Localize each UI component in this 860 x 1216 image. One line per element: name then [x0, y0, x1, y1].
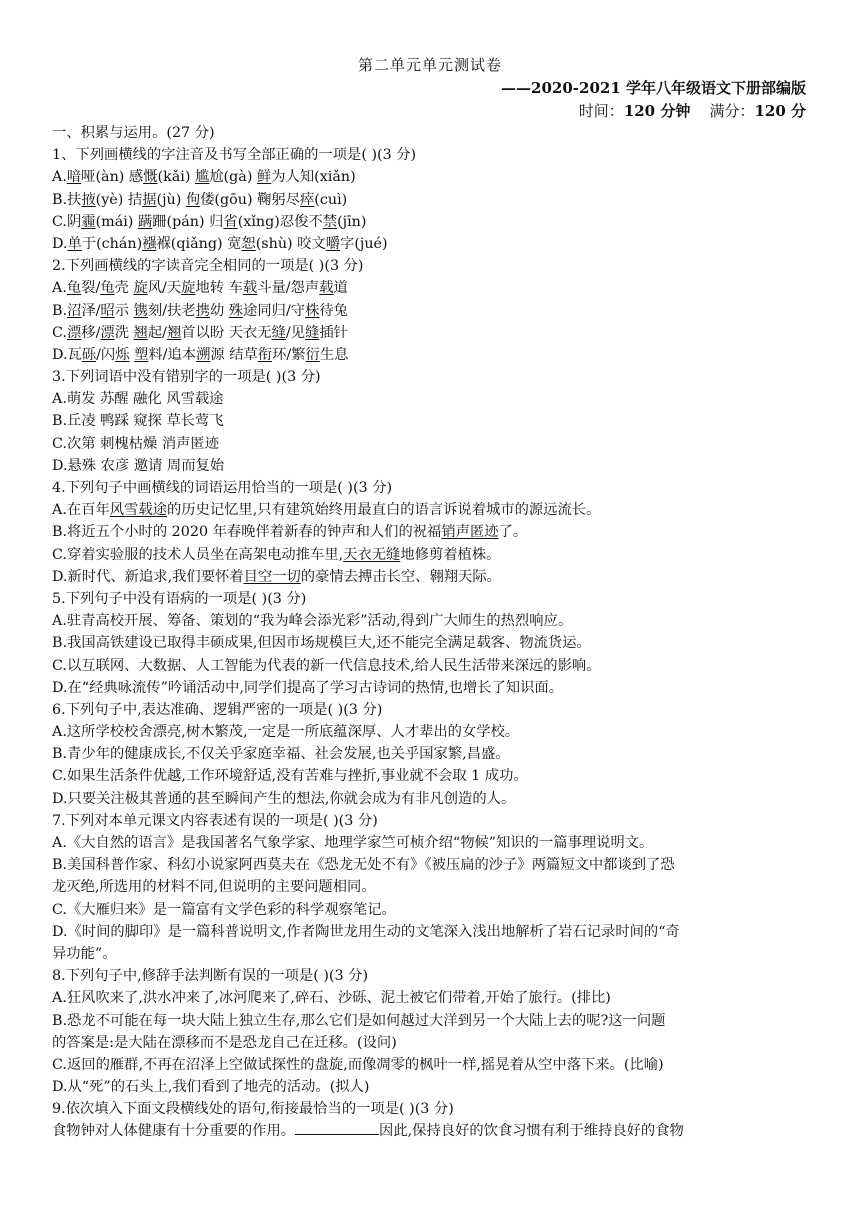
text-segment: 6.下列句子中,表达准确、逻辑严密的一项是( )(3 分) [52, 701, 383, 718]
text-segment: (jīn) [337, 213, 367, 230]
text-segment: B.扶 [52, 191, 82, 208]
text-segment: A.《大自然的语言》是我国著名气象学家、地理学家竺可桢介绍“物候”知识的一篇事理说明文。 [52, 835, 654, 851]
text-segment: 一、积累与运用。(27 分) [52, 125, 215, 141]
text-segment: 斗量/怨声 [257, 280, 320, 297]
text-segment: 因此,保持良好的饮食习惯有利于维持良好的食物 [379, 1123, 684, 1140]
underlined-text: 佝 [185, 191, 201, 208]
text-line [52, 477, 812, 499]
text-segment: D.悬殊 农彦 邀请 周而复始 [52, 457, 225, 474]
text-line [52, 499, 812, 521]
underlined-text: 襁 [142, 235, 157, 252]
text-segment: (xǐng)忍俊不 [237, 213, 323, 230]
text-line [52, 677, 812, 699]
text-line [52, 211, 812, 233]
score-value: 120 分 [754, 102, 806, 120]
text-segment: 环/繁 [272, 346, 306, 363]
text-segment: 7.下列对本单元课文内容表述有误的一项是( )(3 分) [52, 812, 378, 829]
time-score-info [579, 100, 806, 121]
text-segment: /闪 [96, 346, 116, 363]
text-line [52, 144, 812, 166]
text-line [52, 588, 812, 610]
text-segment: 幼 [209, 302, 229, 319]
text-segment: 3.下列词语中没有错别字的一项是( )(3 分) [52, 369, 321, 386]
text-segment: D.在“经典咏流传”吟诵活动中,同学们提高了学习古诗词的热情,也增长了知识面。 [52, 679, 563, 696]
text-segment: 2.下列画横线的字读音完全相同的一项是( )(3 分) [52, 258, 364, 275]
text-segment: 泽/ [81, 302, 101, 319]
text-segment: 源 结草 [210, 346, 258, 363]
text-segment: 褓(qiǎng) 宽 [156, 235, 242, 252]
text-segment: D.从“死”的石头上,我们看到了地壳的活动。(拟人) [52, 1079, 370, 1096]
text-line [52, 899, 812, 921]
text-line [52, 1010, 812, 1032]
text-line [52, 788, 812, 810]
underlined-text: 砾 [81, 346, 97, 363]
text-segment: C.《大雁归来》是一篇富有文学色彩的科学观察笔记。 [52, 901, 396, 918]
underlined-text: 目空一切 [243, 568, 301, 585]
text-segment: 尬(gà) [209, 169, 257, 186]
underlined-text: 龟 [100, 280, 115, 297]
text-segment: A.萌发 苏醒 融化 风雪载途 [52, 391, 224, 408]
text-segment: 为人知(xiǎn) [271, 169, 356, 186]
text-segment: A.这所学校校舍漂亮,树木繁茂,一定是一所底蕴深厚、人才辈出的女学校。 [52, 724, 520, 741]
text-line [52, 987, 812, 1009]
text-segment: B.美国科普作家、科幻小说家阿西莫夫在《恐龙无处不有》《被压扁的沙子》两篇短文中都谈到了恐 [52, 857, 675, 874]
underlined-text: 嚼 [325, 235, 341, 252]
underlined-text: 旋 [181, 280, 196, 297]
text-segment: A.狂风吹来了,洪水冲来了,冰河爬来了,碎石、沙砾、泥土被它们带着,开始了旅行。(排比) [52, 990, 611, 1007]
text-segment: B.将近五个小时的 2020 年春晚伴着新春的钟声和人们的祝福 [52, 524, 442, 541]
text-segment: 料/追本 [148, 346, 197, 363]
underlined-text: 尴 [194, 169, 210, 186]
text-segment: 生息 [319, 346, 349, 363]
text-line [52, 1054, 812, 1076]
text-line [52, 410, 812, 432]
text-segment: (jù) [156, 191, 186, 208]
text-segment: 风/天 [147, 280, 182, 297]
underlined-text: 载 [319, 280, 334, 297]
text-segment: 1、下列画横线的字注音及书写全部正确的一项是( )(3 分) [52, 147, 417, 164]
text-line [52, 166, 812, 188]
text-segment: D.《时间的脚印》是一篇科普说明文,作者陶世龙用生动的文笔深入浅出地解析了岩石记录时间的“奇 [52, 923, 680, 940]
underlined-text: 携 [195, 302, 210, 319]
text-line [52, 544, 812, 566]
text-line [52, 854, 812, 876]
text-line [52, 189, 812, 211]
text-segment: 插针 [319, 324, 348, 341]
text-line [52, 699, 812, 721]
text-segment: (kǎi) [157, 169, 195, 186]
text-segment: 4.下列句子中画横线的词语运用恰当的一项是( )(3 分) [52, 480, 393, 496]
text-segment: 首以盼 天衣无 [181, 324, 272, 341]
text-line [52, 277, 812, 299]
text-segment: C.阴 [52, 213, 82, 230]
text-line [52, 876, 812, 898]
text-segment: 的豪情去搏击长空、翱翔天际。 [300, 568, 501, 585]
underlined-text: 衍 [305, 346, 320, 363]
text-segment: B. [52, 302, 68, 319]
underlined-text: 衔 [257, 346, 273, 363]
text-segment: B.我国高铁建设已取得丰硕成果,但因市场规模巨大,还不能完全满足载客、物流货运。 [52, 635, 591, 652]
text-segment: 待兔 [319, 302, 348, 319]
underlined-text: 掖 [81, 191, 96, 208]
text-line [52, 344, 812, 366]
underlined-text: 缝 [271, 324, 286, 341]
underlined-text: 镌 [133, 302, 148, 319]
underlined-text: 销声匿迹 [441, 524, 499, 541]
text-segment: (yè) 拮 [95, 191, 143, 208]
text-segment: A.驻青高校开展、筹备、策划的“我为峰会添光彩”活动,得到广大师生的热烈响应。 [52, 613, 573, 630]
underlined-text: 翘 [133, 324, 148, 341]
text-line [52, 765, 812, 787]
time-value: 120 分钟 [623, 102, 691, 120]
text-line [52, 943, 812, 965]
text-line [52, 655, 812, 677]
text-segment: 移/ [81, 324, 101, 341]
text-segment: D. [52, 235, 68, 252]
text-segment: 壳 [114, 280, 134, 297]
underlined-text: 慨 [143, 169, 158, 186]
text-segment: 9.依次填入下面文段横线处的语句,衔接最恰当的一项是( )(3 分) [52, 1101, 454, 1118]
page-subtitle: ——2020-2021 学年八年级语文下册部编版 [501, 79, 806, 97]
text-segment: 哑(àn) 感 [81, 169, 144, 186]
text-line [52, 632, 812, 654]
text-segment: 道 [333, 280, 348, 297]
underlined-text: 旋 [133, 280, 148, 297]
underlined-text: 殊 [228, 302, 244, 319]
underlined-text: 烁 [115, 346, 130, 363]
text-segment: B.青少年的健康成长,不仅关乎家庭幸福、社会发展,也关乎国家繁,昌盛。 [52, 746, 510, 763]
text-segment: D.只要关注极其普通的甚至瞬间产生的想法,你就会成为有非凡创造的人。 [52, 790, 516, 807]
text-segment: 了。 [498, 524, 528, 541]
text-line [52, 122, 812, 144]
text-segment: 示 [114, 302, 134, 319]
text-segment: 洗 [114, 324, 134, 341]
question-body [52, 122, 812, 1143]
text-segment: 的答案是:是大陆在漂移而不是恐龙自己在迁移。(设问) [52, 1034, 397, 1051]
text-segment: 龙灭绝,所选用的材料不同,但说明的主要问题相同。 [52, 879, 376, 896]
text-segment: 于(chán) [81, 235, 143, 252]
text-segment: 字(jué) [340, 235, 388, 252]
text-segment: (cuì) [314, 191, 348, 208]
underlined-text: 鲜 [256, 169, 272, 186]
underlined-text: 喑 [66, 169, 82, 186]
text-line [52, 300, 812, 322]
underlined-text: 沼 [67, 302, 82, 319]
underlined-text: 恕 [241, 235, 256, 252]
text-line [52, 743, 812, 765]
text-line [52, 455, 812, 477]
fill-in-blank [295, 1120, 379, 1135]
text-segment: 跚(pán) 归 [152, 213, 224, 230]
underlined-text: 天衣无缝 [343, 546, 401, 563]
text-segment: 食物钟对人体健康有十分重要的作用。 [52, 1123, 296, 1140]
underlined-text: 塑 [134, 346, 149, 363]
text-segment: 8.下列句子中,修辞手法判断有误的一项是( )(3 分) [52, 968, 369, 985]
underlined-text: 龟 [66, 280, 82, 297]
underlined-text: 翘 [166, 324, 182, 341]
text-line [52, 521, 812, 543]
text-segment: /见 [285, 324, 306, 341]
text-segment: 裂/ [81, 280, 101, 297]
text-segment: C.返回的雁群,不再在沼泽上空做试探性的盘旋,而像凋零的枫叶一样,摇晃着从空中落下来。(比喻) [52, 1056, 664, 1073]
text-line [52, 721, 812, 743]
text-line [52, 322, 812, 344]
time-label: 时间： [578, 102, 624, 120]
text-segment: B.恐龙不可能在每一块大陆上独立生存,那么它们是如何越过大洋到另一个大陆上去的呢?这一问题 [52, 1012, 666, 1029]
text-line [52, 810, 812, 832]
underlined-text: 株 [305, 302, 320, 319]
text-line [52, 388, 812, 410]
text-segment: 的历史记忆里,只有建筑始终用最直白的语言诉说着城市的源远流长。 [166, 502, 601, 519]
underlined-text: 蹒 [137, 213, 153, 230]
underlined-text: 溯 [196, 346, 211, 363]
underlined-text: 风雪载途 [109, 502, 167, 519]
text-segment: C. [52, 324, 67, 341]
text-segment: C.如果生活条件优越,工作环境舒适,没有苦难与挫折,事业就不会取 1 成功。 [52, 768, 528, 785]
text-segment: B.丘凌 鸭踩 窥探 草长莺飞 [52, 413, 224, 430]
text-line [52, 366, 812, 388]
underlined-text: 瘁 [300, 191, 315, 208]
underlined-text: 载 [242, 280, 258, 297]
text-segment: C.以互联网、大数据、人工智能为代表的新一代信息技术,给人民生活带来深远的影响。 [52, 657, 601, 674]
text-line [52, 1076, 812, 1098]
text-segment: C.穿着实验服的技术人员坐在高架电动推车里, [52, 546, 344, 563]
underlined-text: 漂 [100, 324, 115, 341]
text-segment: A.在百年 [52, 502, 110, 519]
text-line [52, 433, 812, 455]
underlined-text: 漂 [66, 324, 82, 341]
text-line [52, 1098, 812, 1120]
text-segment: 起/ [147, 324, 167, 341]
text-line [52, 832, 812, 854]
text-segment: (mái) [95, 213, 138, 230]
underlined-text: 单 [67, 235, 82, 252]
underlined-text: 禁 [322, 213, 338, 230]
text-segment: A. [52, 280, 67, 297]
score-label: 满分： [709, 102, 755, 120]
underlined-text: 据 [142, 191, 157, 208]
text-segment: 5.下列句子中没有语病的一项是( )(3 分) [52, 590, 307, 607]
text-line [52, 255, 812, 277]
text-segment: 途同归/守 [243, 302, 306, 319]
text-line [52, 965, 812, 987]
underlined-text: 省 [223, 213, 238, 230]
text-segment: D.瓦 [52, 346, 82, 363]
text-line [52, 610, 812, 632]
text-segment: 偻(gōu) 鞠躬尽 [200, 191, 300, 208]
page-title: 第二单元单元测试卷 [357, 56, 502, 74]
text-segment: (shù) 咬文 [255, 235, 326, 252]
text-line [52, 233, 812, 255]
text-segment: D.新时代、新追求,我们要怀着 [52, 568, 244, 585]
underlined-text: 昭 [100, 302, 115, 319]
text-segment: 地修剪着植株。 [400, 546, 501, 563]
text-segment: 地转 车 [195, 280, 243, 297]
text-segment: 刻/扶老 [147, 302, 196, 319]
text-line [52, 921, 812, 943]
text-line [52, 1032, 812, 1054]
underlined-text: 霾 [81, 213, 96, 230]
text-line [52, 566, 812, 588]
text-line [52, 1120, 812, 1142]
text-segment: C.次第 刺槐枯燥 消声匿迹 [52, 435, 220, 452]
text-segment: A. [52, 169, 67, 186]
text-segment: 异功能”。 [52, 945, 117, 962]
underlined-text: 缝 [305, 324, 320, 341]
